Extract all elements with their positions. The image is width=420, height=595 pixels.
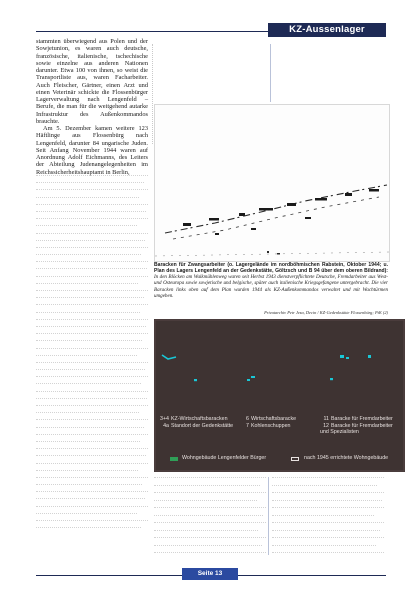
legend-item: 11 Baracke für Fremdarbeiter [323, 416, 393, 422]
photo-credit: Privatarchiv Petr Jeza, Decin / KZ-Gedenkstätte Flossenbürg; PtK (2) [264, 310, 388, 315]
legend-item: 12 Baracke für Fremdarbeiter und Spezialisten [320, 423, 393, 435]
illegible-text-column [272, 477, 384, 555]
legend-item: 3+4 KZ-Wirtschaftsbaracken [160, 416, 228, 422]
key-swatch-white [291, 457, 299, 461]
article-paragraph: Am 5. Dezember kamen weitere 123 Häftlinge aus Flossenbürg nach Lengenfeld, darunter 84 ungarische Juden. Seit Anfang November 1944 waren auf Anordnung Adolf Eichmanns, des Leiters der Abteilung Judenangelegenheiten im Reichssicherheitshauptamt in Berlin, [36, 125, 148, 176]
key-swatch-green [170, 457, 178, 461]
column-separator [152, 44, 153, 144]
caption-text: In den Blöcken am Walkmühlenweg waren seit Herbst 1943 dienstverpflichtete Deutsche, Fremdarbeiter aus West- und Osteuropa sowie sowjetische und belgische, später auch italienische Kriegsgefangene untergebracht. Die vier Baracken links oben auf dem Plan wurden 1944 als KZ-Außenkommandos verwaltet und mit Wachtürmen umgeben. [154, 274, 388, 299]
photo-barracks-silhouette [155, 105, 389, 261]
camp-photo [154, 104, 390, 262]
column-rule [270, 44, 271, 102]
illegible-text-column [154, 477, 266, 555]
article-paragraph: stammten überwiegend aus Polen und der Sowjetunion, es waren auch deutsche, französische, italienische, tschechische sowie einzelne aus anderen Nationen darunter. Etwa 100 von ihnen, so weist die Transportliste aus, waren Facharbeiter. Auch Fleischer, Gärtner, einen Arzt und einen Veterinär schickte die Flossenbürger Lagerverwaltung nach Lengenfeld – Berufe, die man für die weitgehend autarke Infrastruktur des Außenkommandos brauchte. [36, 38, 148, 125]
illegible-text-column [36, 175, 148, 555]
figure-caption [154, 262, 388, 299]
key-label-white: nach 1945 errichtete Wohngebäude [304, 455, 389, 461]
legend-item: 6 Wirtschaftsbaracke [246, 416, 297, 422]
page-number: Seite 13 [182, 568, 238, 580]
plan-markers [154, 319, 405, 472]
caption-title: Baracken für Zwangsarbeiter (o. Lagergelände im nordböhmischen Rabstein, Oktober 1944; u. Plan des Lagers Lengenfeld an der Gedenkstätte, Göltzsch und B 94 über dem oberen Bildrand): [154, 262, 388, 275]
legend-item: 7 Kohlenschuppen [246, 423, 291, 429]
section-title: KZ-Aussenlager [268, 23, 386, 37]
legend-item: 4a Standort der Gedenkstätte [163, 423, 234, 429]
column-rule [268, 477, 269, 555]
article-body [36, 38, 148, 176]
key-label-green: Wohngebäude Lengenfelder Bürger [182, 455, 267, 461]
camp-plan [154, 319, 405, 472]
